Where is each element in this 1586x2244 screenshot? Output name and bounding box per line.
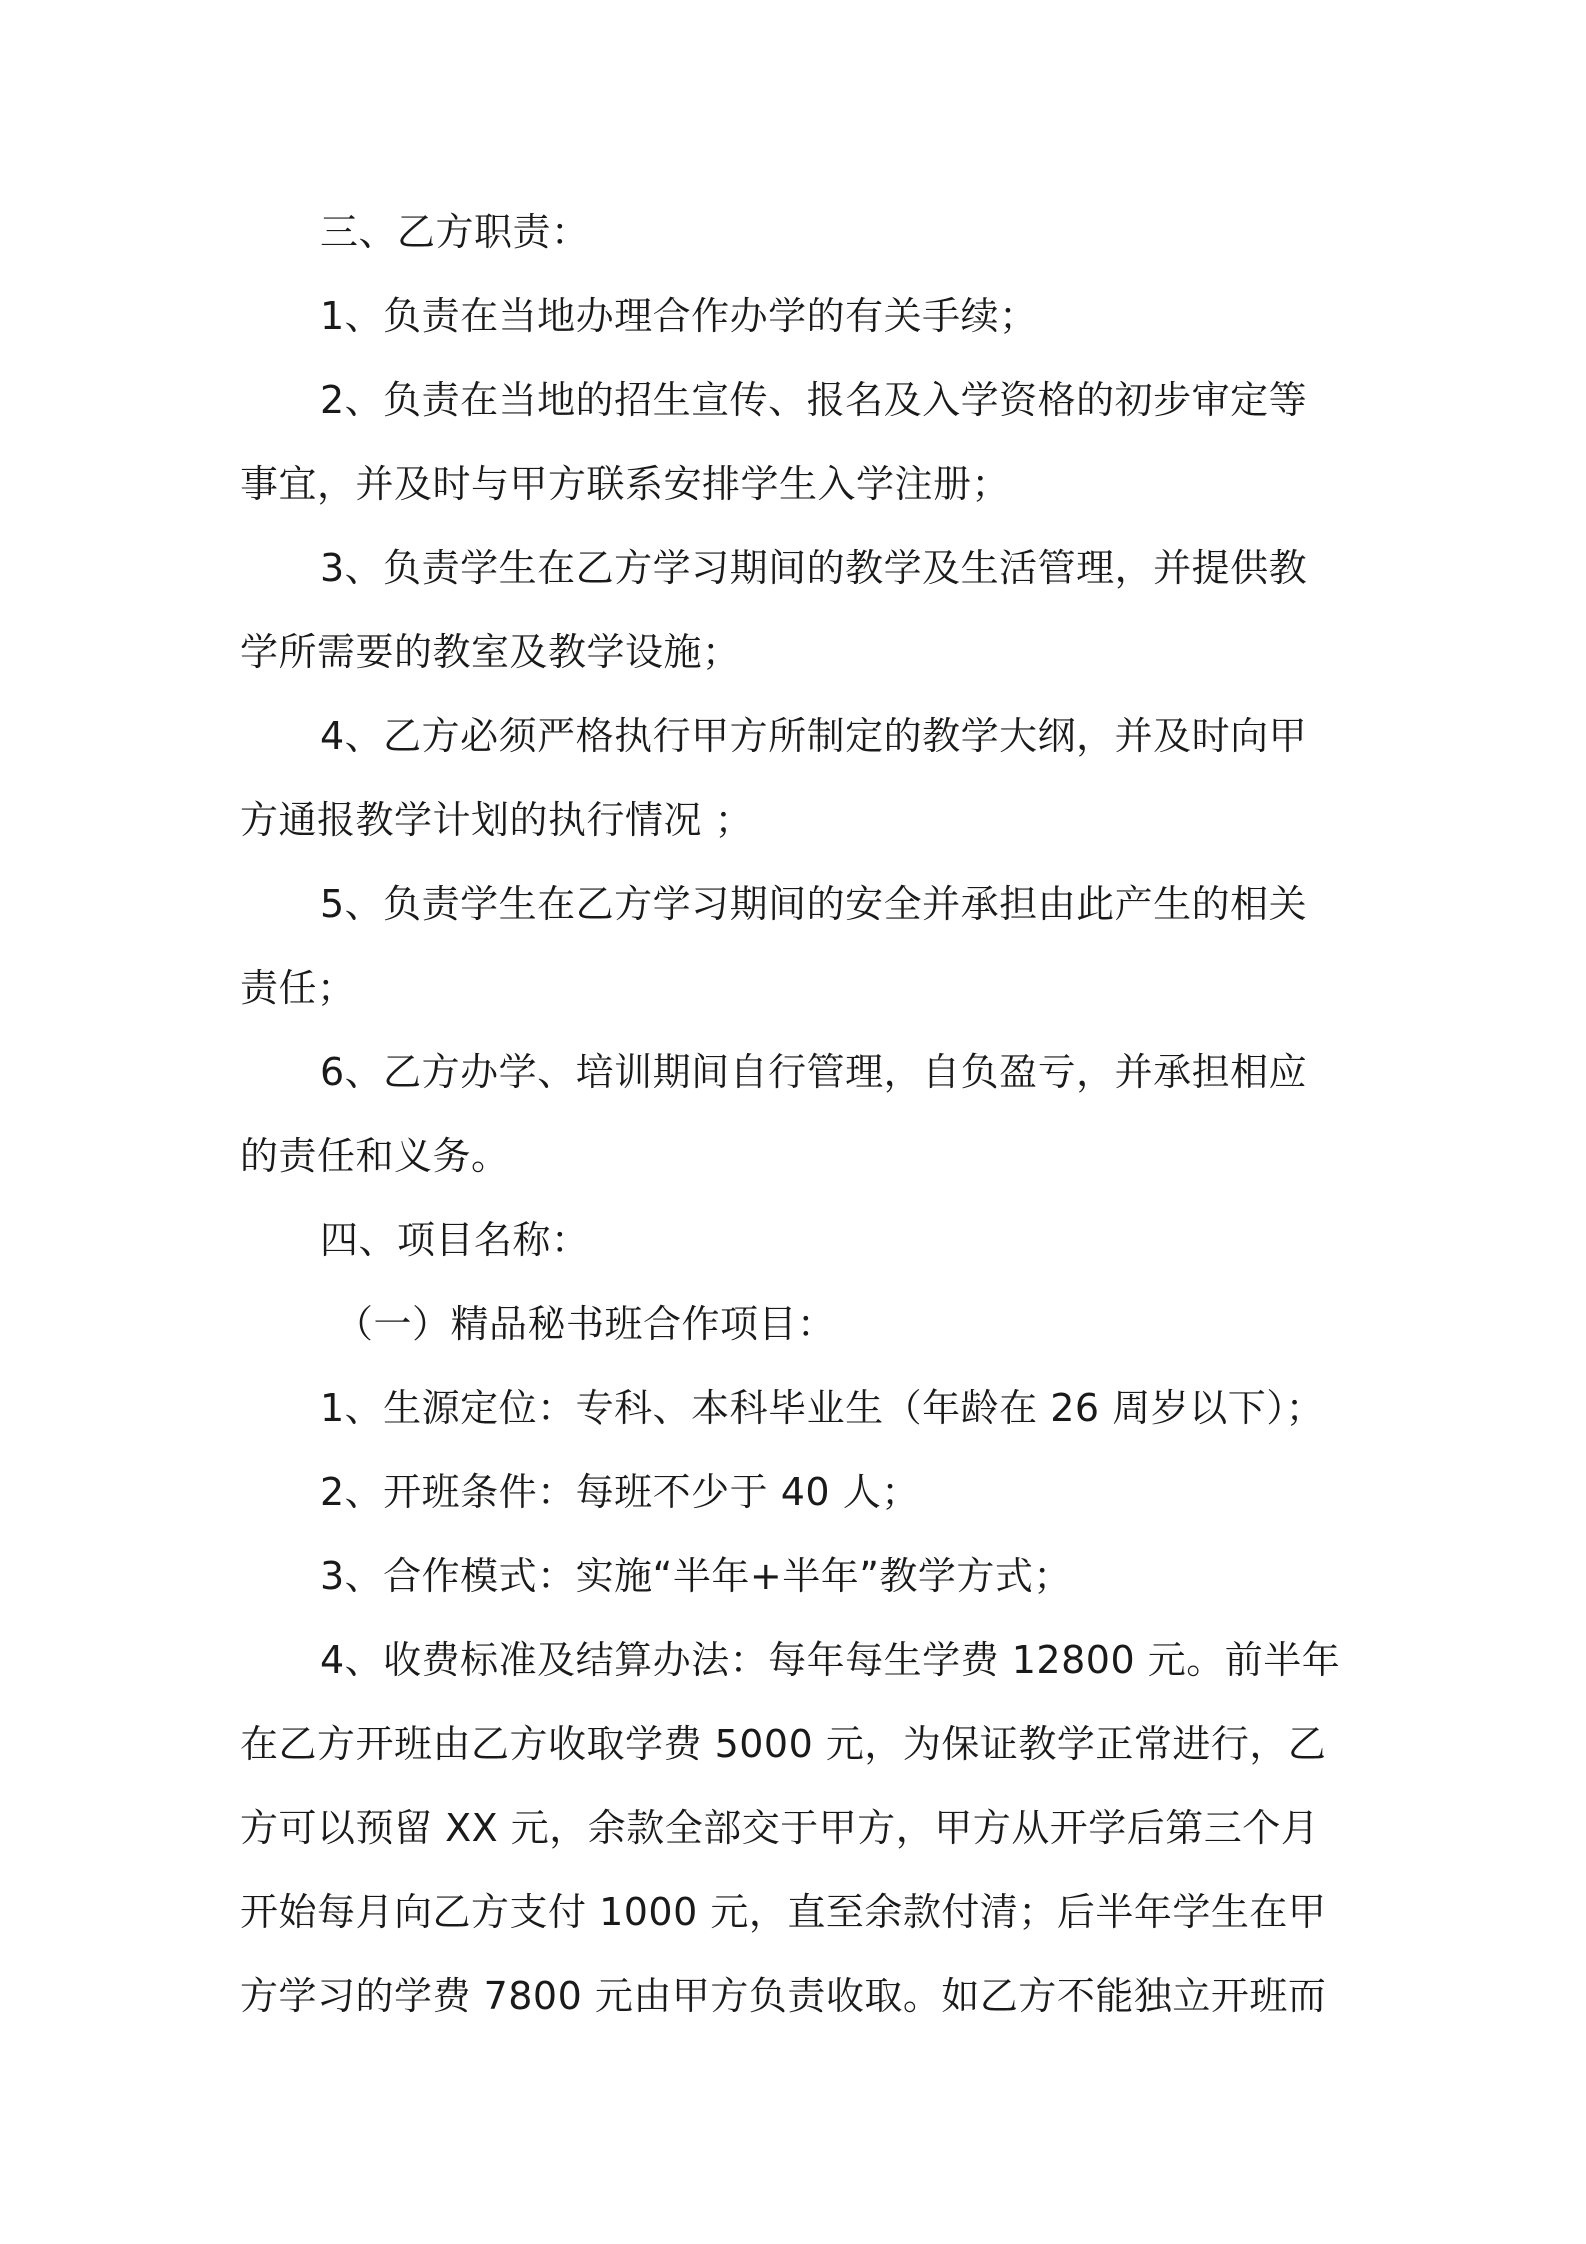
section-heading-project-name: 四、项目名称： xyxy=(320,1218,590,1262)
paragraph-line: 4、乙方必须严格执行甲方所制定的教学大纲，并及时向甲 xyxy=(320,714,1308,758)
paragraph-line: 方可以预留 XX 元，余款全部交于甲方，甲方从开学后第三个月 xyxy=(240,1806,1320,1850)
document-body xyxy=(240,190,1360,2038)
paragraph-line: 1、生源定位：专科、本科毕业生（年龄在 26 周岁以下）； xyxy=(320,1386,1325,1430)
paragraph-line: 事宜，并及时与甲方联系安排学生入学注册； xyxy=(240,462,1011,506)
paragraph-line: 4、收费标准及结算办法：每年每生学费 12800 元。前半年 xyxy=(320,1638,1341,1682)
paragraph-line: 在乙方开班由乙方收取学费 5000 元，为保证教学正常进行，乙 xyxy=(240,1722,1327,1766)
paragraph-line: 学所需要的教室及教学设施； xyxy=(240,630,741,674)
subsection-heading: （一）精品秘书班合作项目： xyxy=(335,1302,836,1346)
paragraph-line: 方学习的学费 7800 元由甲方负责收取。如乙方不能独立开班而 xyxy=(240,1974,1327,2018)
paragraph-line: 开始每月向乙方支付 1000 元，直至余款付清；后半年学生在甲 xyxy=(240,1890,1327,1934)
paragraph-line: 2、负责在当地的招生宣传、报名及入学资格的初步审定等 xyxy=(320,378,1308,422)
paragraph-line: 方通报教学计划的执行情况 ； xyxy=(240,798,754,842)
paragraph-line: 3、合作模式：实施“半年+半年”教学方式； xyxy=(320,1554,1072,1598)
paragraph-line: 3、负责学生在乙方学习期间的教学及生活管理，并提供教 xyxy=(320,546,1308,590)
paragraph-line: 5、负责学生在乙方学习期间的安全并承担由此产生的相关 xyxy=(320,882,1308,926)
section-heading-party-b-duties: 三、乙方职责： xyxy=(320,210,590,254)
paragraph-line: 责任； xyxy=(240,966,356,1010)
paragraph-line: 的责任和义务。 xyxy=(240,1134,510,1178)
paragraph-line: 2、开班条件：每班不少于 40 人； xyxy=(320,1470,920,1514)
paragraph-line: 6、乙方办学、培训期间自行管理，自负盈亏，并承担相应 xyxy=(320,1050,1308,1094)
paragraph-line: 1、负责在当地办理合作办学的有关手续； xyxy=(320,294,1038,338)
